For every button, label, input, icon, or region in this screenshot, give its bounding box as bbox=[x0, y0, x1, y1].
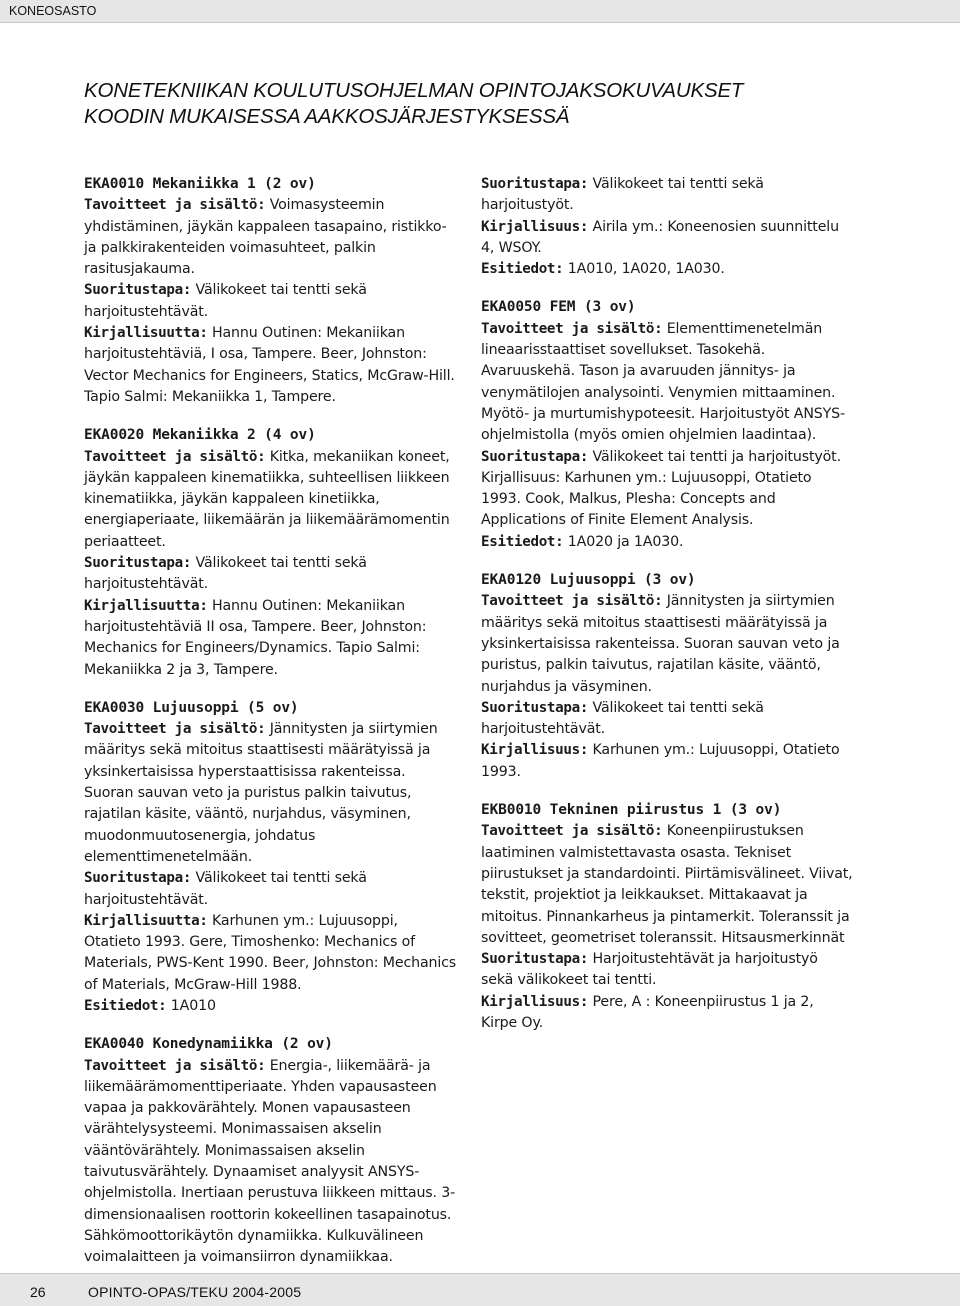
course-literature: Hannu Outinen: Mekaniikan harjoitustehtäviä II osa, Tampere. Beer, Johnston: Mechanics for Engineers/Dynamics. Tapio Salmi: Mekaniikka 2 ja 3, Tampere. bbox=[84, 597, 427, 678]
course-method: Välikokeet tai tentti sekä harjoitustehtävät. bbox=[84, 282, 367, 320]
course-literature: Karhunen ym.: Lujuusoppi, Otatieto 1993. bbox=[481, 742, 840, 780]
page-title bbox=[84, 78, 904, 130]
course-eka0040 bbox=[84, 1034, 456, 1268]
course-content: Koneenpiirustuksen laatiminen valmistettavasta osasta. Tekniset piirustukset ja standardointi. Piirtämisvälineet. Viivat, tekstit, projektiot ja leikkaukset. Mittakaavat ja mitoitus. Pinnankarheus ja pintamerkit. Toleranssit ja sovitteet, geometriset toleranssit. Hitsausmerkinnät bbox=[481, 823, 853, 946]
literature-label: Kirjallisuus: bbox=[481, 742, 589, 759]
course-content: Jännitysten ja siirtymien määritys sekä mitoitus staattisesti määrätyissä ja yksinkertaisissa rakenteissa. Suoran sauvan veto ja puristus, palkin taivutus, rajatilan käsite, vääntö, nurjahdus ja väsyminen. bbox=[481, 593, 840, 695]
course-method: Välikokeet tai tentti sekä harjoitustehtävät. bbox=[84, 555, 367, 593]
course-literature: Kirjallisuus: Karhunen ym.: Lujuusoppi, Otatieto 1993. Cook, Malkus, Plesha: Concepts and Applications of Finite Element Analysis. bbox=[481, 469, 812, 529]
method-label: Suoritustapa: bbox=[84, 870, 192, 887]
content-label: Tavoitteet ja sisältö: bbox=[481, 823, 663, 840]
course-heading: EKA0120 Lujuusoppi (3 ov) bbox=[481, 572, 696, 589]
course-eka0010 bbox=[84, 174, 456, 408]
course-heading: EKA0040 Konedynamiikka (2 ov) bbox=[84, 1036, 333, 1053]
course-content: Voimasysteemin yhdistäminen, jäykän kappaleen tasapaino, ristikko- ja palkkirakenteiden voimasuhteet, palkin rasitusjakauma. bbox=[84, 197, 447, 278]
literature-label: Kirjallisuus: bbox=[481, 218, 589, 235]
course-content: Energia-, liikemäärä- ja liikemäärämomenttiperiaate. Yhden vapausasteen vapaa ja pakkovärähtely. Monen vapausasteen värähtelysysteemi. Monimassaisen akselin vääntövärähtely. Monimassaisen akselin taivutusvärähtely. Dynaamiset analyysit ANSYS-ohjelmistolla. Inertiaan perustuva liikkeen mittaus. 3-dimensionaalisen roottorin kokeellinen tasapainotus. Sähkömoottorikäytön dynamiikka. Kulkuvälineen voimalaitteen ja voimansiirron dynamiikkaa. bbox=[84, 1057, 456, 1266]
content-label: Tavoitteet ja sisältö: bbox=[481, 320, 663, 337]
course-prereq: 1A010, 1A020, 1A030. bbox=[567, 261, 725, 278]
course-method: Harjoitustehtävät ja harjoitustyö sekä välikokeet tai tentti. bbox=[481, 951, 818, 989]
prereq-label: Esitiedot: bbox=[481, 261, 564, 278]
course-method: Välikokeet tai tentti sekä harjoitustyöt. bbox=[481, 176, 764, 214]
course-heading: EKA0020 Mekaniikka 2 (4 ov) bbox=[84, 427, 316, 444]
course-eka0020 bbox=[84, 425, 456, 681]
course-ekb0010 bbox=[481, 800, 853, 1034]
content-label: Tavoitteet ja sisältö: bbox=[84, 721, 266, 738]
course-literature: Karhunen ym.: Lujuusoppi, Otatieto 1993. Gere, Timoshenko: Mechanics of Materials, PWS-Kent 1990. Beer, Johnston: Mechanics of Materials, McGraw-Hill 1988. bbox=[84, 912, 457, 993]
left-column bbox=[84, 174, 456, 1286]
footer-bar bbox=[0, 1273, 960, 1306]
course-content: Jännitysten ja siirtymien määritys sekä mitoitus staattisesti määrätyissä ja yksinkertaisissa hyperstaattisissa rakenteissa. Suoran sauvan veto ja puristus palkin taivutus, rajatilan käsite, vääntö, nurjahdus, väsyminen, muodonmuutosenergia, johdatus elementtimenetelmään. bbox=[84, 721, 438, 865]
method-label: Suoritustapa: bbox=[84, 555, 192, 572]
method-label: Suoritustapa: bbox=[481, 448, 589, 465]
course-content: Elementtimenetelmän lineaarisstaattiset sovellukset. Tasokehä. Avaruuskehä. Tason ja avaruuden jännitys- ja venymätilojen analysointi. Venymien mittaaminen. Myötö- ja murtumishypoteesit. Harjoitustyöt ANSYS-ohjelmistolla (myös omien ohjelmien laadintaa). bbox=[481, 320, 845, 444]
course-prereq: 1A020 ja 1A030. bbox=[567, 533, 684, 550]
method-label: Suoritustapa: bbox=[84, 282, 192, 299]
publication-name: OPINTO-OPAS/TEKU 2004-2005 bbox=[88, 1284, 302, 1300]
course-method: Välikokeet tai tentti sekä harjoitustehtävät. bbox=[481, 699, 764, 738]
course-heading: EKA0050 FEM (3 ov) bbox=[481, 299, 636, 316]
page-number: 26 bbox=[30, 1284, 46, 1300]
course-eka0120 bbox=[481, 570, 853, 783]
literature-label: Kirjallisuutta: bbox=[84, 597, 208, 614]
course-prereq: 1A010 bbox=[170, 997, 216, 1014]
course-method: Välikokeet tai tentti ja harjoitustyöt. bbox=[592, 448, 841, 465]
method-label: Suoritustapa: bbox=[481, 176, 589, 192]
content-label: Tavoitteet ja sisältö: bbox=[481, 593, 663, 610]
method-label: Suoritustapa: bbox=[481, 951, 589, 968]
course-eka0050 bbox=[481, 297, 853, 553]
content-label: Tavoitteet ja sisältö: bbox=[84, 1057, 266, 1074]
course-literature: Hannu Outinen: Mekaniikan harjoitustehtäviä, I osa, Tampere. Beer, Johnston: Vector Mechanics for Engineers, Statics, McGraw-Hill. Tapio Salmi: Mekaniikka 1, Tampere. bbox=[84, 325, 455, 405]
right-column bbox=[481, 174, 853, 1051]
literature-label: Kirjallisuus: bbox=[481, 993, 589, 1010]
course-content: Kitka, mekaniikan koneet, jäykän kappaleen kinematiikka, suhteellisen liikkeen kinematiikka, jäykän kappaleen kinetiikka, energiaperiaate, liikemäärän ja liikemäärämomentin periaatteet. bbox=[84, 448, 450, 550]
content-label: Tavoitteet ja sisältö: bbox=[84, 197, 266, 214]
title-line-2: KOODIN MUKAISESSA AAKKOSJÄRJESTYKSESSÄ bbox=[84, 105, 570, 128]
literature-label: Kirjallisuutta: bbox=[84, 325, 208, 342]
section-label: KONEOSASTO bbox=[9, 4, 97, 18]
course-literature: Airila ym.: Koneenosien suunnittelu 4, WSOY. bbox=[481, 218, 839, 256]
course-heading: EKB0010 Tekninen piirustus 1 (3 ov) bbox=[481, 802, 782, 819]
content-label: Tavoitteet ja sisältö: bbox=[84, 448, 266, 465]
course-heading: EKA0030 Lujuusoppi (5 ov) bbox=[84, 699, 299, 716]
header-bar bbox=[0, 0, 960, 23]
course-eka0040-continued bbox=[481, 174, 853, 280]
method-label: Suoritustapa: bbox=[481, 699, 589, 716]
course-literature: Pere, A : Koneenpiirustus 1 ja 2, Kirpe Oy. bbox=[481, 993, 814, 1031]
literature-label: Kirjallisuutta: bbox=[84, 912, 208, 929]
prereq-label: Esitiedot: bbox=[84, 997, 167, 1014]
course-heading: EKA0010 Mekaniikka 1 (2 ov) bbox=[84, 176, 316, 192]
prereq-label: Esitiedot: bbox=[481, 533, 564, 550]
course-method: Välikokeet tai tentti sekä harjoitustehtävät. bbox=[84, 870, 367, 908]
course-eka0030 bbox=[84, 698, 456, 1017]
title-line-1: KONETEKNIIKAN KOULUTUSOHJELMAN OPINTOJAKSOKUVAUKSET bbox=[84, 79, 744, 102]
